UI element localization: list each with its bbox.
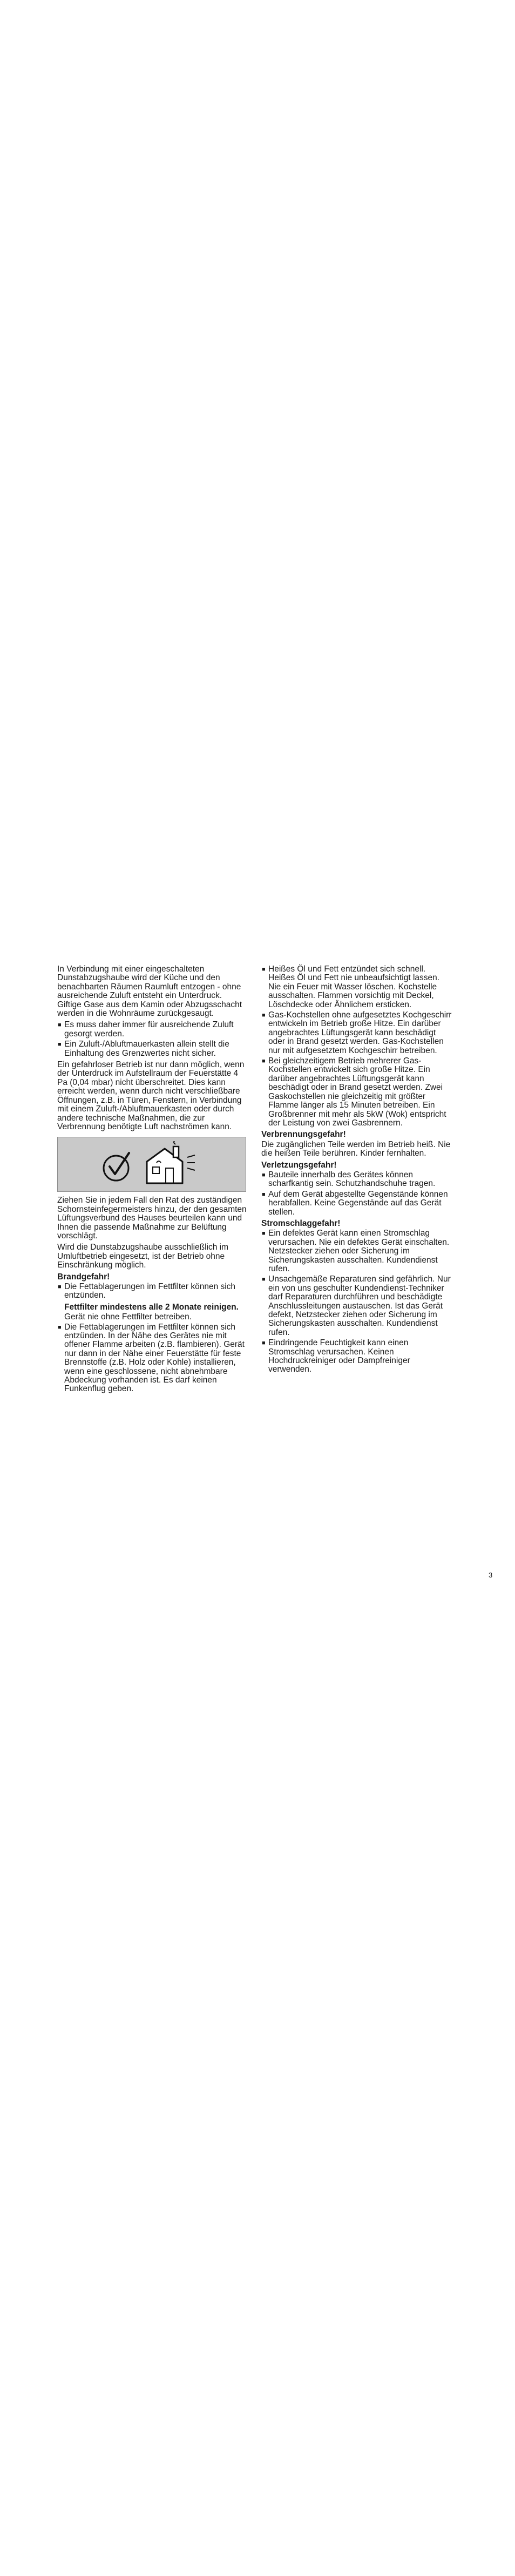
bullet-icon: ■ (262, 1191, 266, 1198)
clean-filter-instruction: Fettfilter mindestens alle 2 Monate reinigen. (64, 1302, 239, 1312)
bullet-icon: ■ (58, 1022, 62, 1029)
list-item: ■ Die Fettablagerungen im Fettfilter können sich entzünden. In der Nähe des Gerätes nie mit offener Flamme arbeiten (z.B. flambieren). Gerät nur dann in der Nähe einer Feuerstätte für feste Brennstoffe (z.B. Holz oder Kohle) installieren, wenn eine geschlossene, nicht abnehmbare Abdeckung vorhanden ist. Es darf keinen Funkenflug geben. (58, 1322, 245, 1394)
bullet-icon: ■ (262, 1340, 266, 1347)
list-item: ■ Ein defektes Gerät kann einen Stromschlag verursachen. Nie ein defektes Gerät einschalten. Netzstecker ziehen oder Sicherung im Sicherungskasten ausschalten. Kundendienst rufen. (262, 1229, 450, 1273)
injury-bullets (261, 1171, 452, 1217)
left-column (57, 965, 248, 1397)
recirculation-paragraph: Wird die Dunstabzugshaube ausschließlich im Umluftbetrieb eingesetzt, ist der Betrieb ohne Einschränkung möglich. (57, 1243, 229, 1270)
list-item: ■ Unsachgemäße Reparaturen sind gefährlich. Nur ein von uns geschulter Kundendienst-Techniker darf Reparaturen durchführen und beschädigte Anschlussleitungen austauschen. Ist das Gerät defekt, Netzstecker ziehen oder Sicherung im Sicherungskasten ausschalten. Kundendienst rufen. (262, 1274, 451, 1337)
fire-bullets (57, 1283, 248, 1300)
bullet-icon: ■ (262, 1276, 266, 1283)
list-item: ■ Die Fettablagerungen im Fettfilter können sich entzünden. (58, 1282, 236, 1300)
burn-hazard-heading: Verbrennungsgefahr! (261, 1130, 346, 1139)
right-column (261, 965, 452, 1377)
injury-hazard-heading: Verletzungsgefahr! (261, 1160, 337, 1170)
list-item: ■ Ein Zuluft-/Abluftmauerkasten allein stellt die Einhaltung des Grenzwertes nicht sicher. (58, 1040, 229, 1058)
bullet-icon: ■ (58, 1041, 62, 1048)
bullet-icon: ■ (58, 1324, 62, 1331)
fire-bullets-continued (261, 965, 452, 1128)
list-item: ■ Eindringende Feuchtigkeit kann einen Stromschlag verursachen. Keinen Hochdruckreiniger oder Dampfreiniger verwenden. (262, 1338, 410, 1374)
page-number: 3 (489, 1571, 493, 1579)
shock-bullets (261, 1229, 452, 1374)
list-item: ■ Gas-Kochstellen ohne aufgesetztes Kochgeschirr entwickeln im Betrieb große Hitze. Ein darüber angebrachtes Lüftungsgerät kann beschädigt oder in Brand gesetzt werden. Gas-Kochstellen nur mit aufgesetztem Kochgeschirr betreiben. (262, 1010, 452, 1055)
supply-air-bullets (57, 1021, 248, 1058)
filter-note: Gerät nie ohne Fettfilter betreiben. (64, 1312, 192, 1322)
bullet-icon: ■ (262, 1058, 266, 1065)
bullet-icon: ■ (58, 1283, 62, 1290)
electric-shock-heading: Stromschlaggefahr! (261, 1218, 341, 1228)
chimney-sweep-paragraph: Ziehen Sie in jedem Fall den Rat des zuständigen Schornsteinfegermeisters hinzu, der den gesamten Lüftungsverbund des Hauses beurteilen kann und Ihnen die passende Maßnahme zur Belüftung vorschlägt. (57, 1196, 247, 1240)
list-item: ■ Es muss daher immer für ausreichende Zuluft gesorgt werden. (58, 1020, 234, 1039)
list-item: ■ Auf dem Gerät abgestellte Gegenstände können herabfallen. Keine Gegenstände auf das Gerät stellen. (262, 1189, 448, 1217)
fire-hazard-heading: Brandgefahr! (57, 1272, 110, 1282)
list-item: ■ Bauteile innerhalb des Gerätes können scharfkantig sein. Schutzhandschuhe tragen. (262, 1170, 436, 1189)
list-item: ■ Heißes Öl und Fett entzündet sich schnell. Heißes Öl und Fett nie unbeaufsichtigt lassen. Nie ein Feuer mit Wasser löschen. Kochstelle ausschalten. Flammen vorsichtig mit Deckel, Löschdecke oder Ähnlichem ersticken. (262, 965, 440, 1009)
burn-paragraph: Die zugänglichen Teile werden im Betrieb heiß. Nie die heißen Teile berühren. Kinder fernhalten. (261, 1139, 451, 1158)
safe-operation-paragraph: Ein gefahrloser Betrieb ist nur dann möglich, wenn der Unterdruck im Aufstellraum der Feuerstätte 4 Pa (0,04 mbar) nicht überschreitet. Dies kann erreicht werden, wenn durch nicht verschließbare Öffnungen, z.B. in Türen, Fenstern, in Verbindung mit einem Zuluft-/Abluftmauerkasten oder durch andere technische Maßnahmen, die zur Verbrennung benötigte Luft nachströmen kann. (57, 1060, 245, 1131)
ventilation-illustration (57, 1137, 246, 1192)
bullet-icon: ■ (262, 1012, 266, 1019)
bullet-icon: ■ (262, 966, 266, 973)
bullet-icon: ■ (262, 1230, 266, 1237)
checkmark-house-chimney-icon (96, 1141, 204, 1188)
fire-bullets-2 (57, 1323, 248, 1394)
list-item: ■ Bei gleichzeitigem Betrieb mehrerer Gas-Kochstellen entwickelt sich große Hitze. Ein darüber angebrachtes Lüftungsgerät kann beschädigt oder in Brand gesetzt werden. Zwei Gaskochstellen nie gleichzeitig mit größter Flamme länger als 15 Minuten betreiben. Ein Großbrenner mit mehr als 5kW (Wok) entspricht der Leistung von zwei Gasbrennern. (262, 1056, 446, 1128)
intro-paragraph: In Verbindung mit einer eingeschalteten Dunstabzugshaube wird der Küche und den benachbarten Räumen Raumluft entzogen - ohne ausreichende Zuluft entsteht ein Unterdruck. Giftige Gase aus dem Kamin oder Abzugsschacht werden in die Wohnräume zurückgesaugt. (57, 965, 242, 1019)
bullet-icon: ■ (262, 1171, 266, 1178)
